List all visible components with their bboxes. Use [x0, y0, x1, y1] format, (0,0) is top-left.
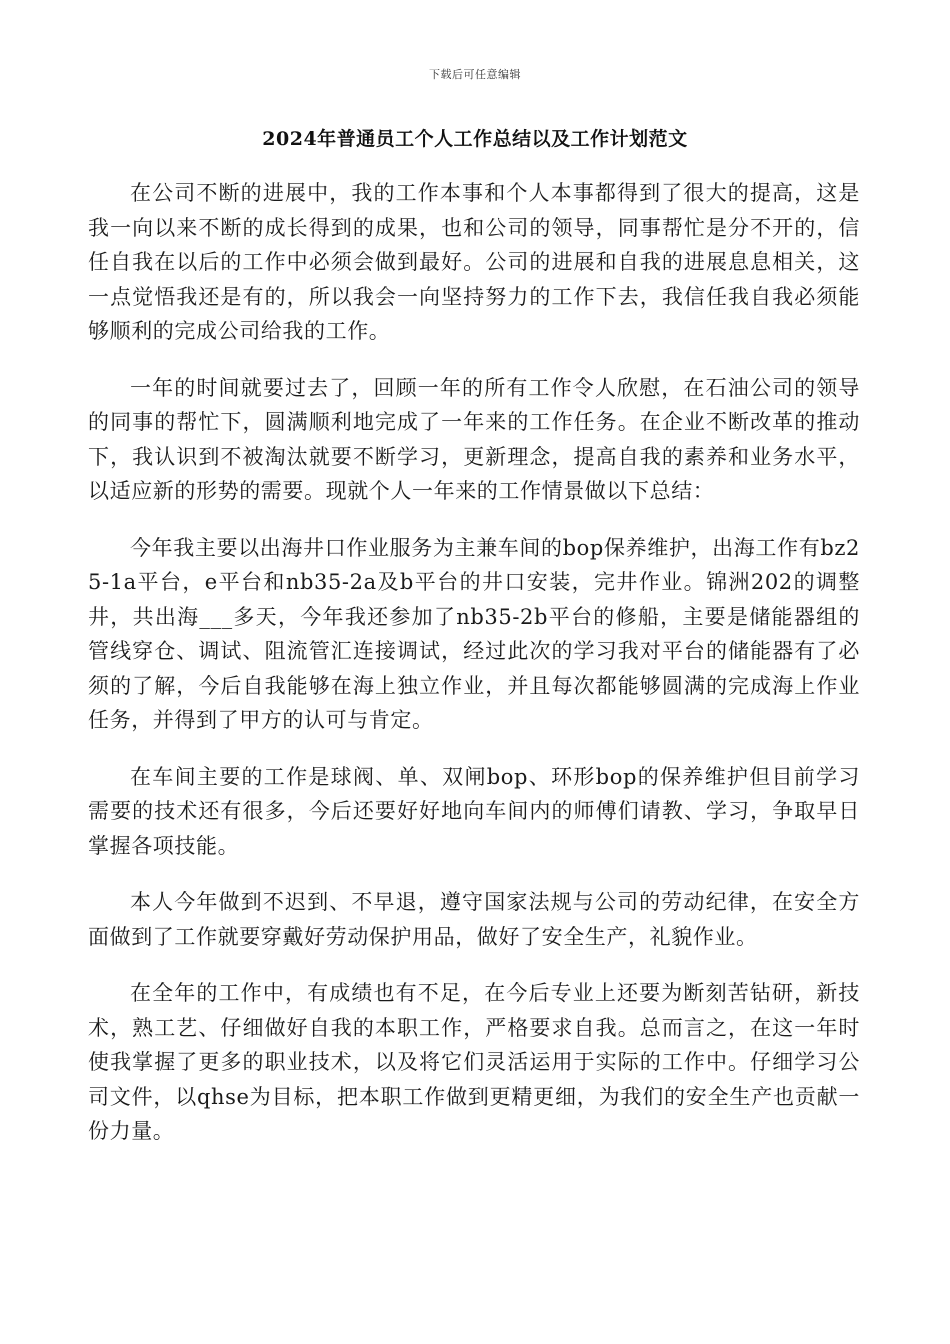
document-body — [88, 176, 860, 1171]
document-title: 2024年普通员工个人工作总结以及工作计划范文 — [262, 128, 688, 150]
paragraph: 一年的时间就要过去了，回顾一年的所有工作令人欣慰，在石油公司的领导的同事的帮忙下，圆满顺利地完成了一年来的工作任务。在企业不断改革的推动下，我认识到不被淘汰就要不断学习，更新理念，提高自我的素养和业务水平，以适应新的形势的需要。现就个人一年来的工作情景做以下总结： — [88, 375, 860, 503]
paragraph: 今年我主要以出海井口作业服务为主兼车间的bop保养维护，出海工作有bz25-1a平台，e平台和nb35-2a及b平台的井口安装，完井作业。锦洲202的调整井，共出海___多天，今年我还参加了nb35-2b平台的修船，主要是储能器组的管线穿仓、调试、阻流管汇连接调试，经过此次的学习我对平台的储能器有了必须的了解，今后自我能够在海上独立作业，并且每次都能够圆满的完成海上作业任务，并得到了甲方的认可与肯定。 — [88, 535, 860, 732]
paragraph: 在公司不断的进展中，我的工作本事和个人本事都得到了很大的提高，这是我一向以来不断的成长得到的成果，也和公司的领导，同事帮忙是分不开的，信任自我在以后的工作中必须会做到最好。公司的进展和自我的进展息息相关，这一点觉悟我还是有的，所以我会一向坚持努力的工作下去，我信任我自我必须能够顺利的完成公司给我的工作。 — [88, 181, 860, 343]
paragraph: 在车间主要的工作是球阀、单、双闸bop、环形bop的保养维护但目前学习需要的技术还有很多，今后还要好好地向车间内的师傅们请教、学习，争取早日掌握各项技能。 — [88, 764, 860, 858]
paragraph: 本人今年做到不迟到、不早退，遵守国家法规与公司的劳动纪律，在安全方面做到了工作就要穿戴好劳动保护用品，做好了安全生产，礼貌作业。 — [88, 890, 860, 949]
header-note: 下载后可任意编辑 — [429, 68, 521, 81]
paragraph: 在全年的工作中，有成绩也有不足，在今后专业上还要为断刻苦钻研，新技术，熟工艺、仔细做好自我的本职工作，严格要求自我。总而言之，在这一年时使我掌握了更多的职业技术，以及将它们灵活运用于实际的工作中。仔细学习公司文件，以qhse为目标，把本职工作做到更精更细，为我们的安全生产也贡献一份力量。 — [88, 981, 860, 1143]
